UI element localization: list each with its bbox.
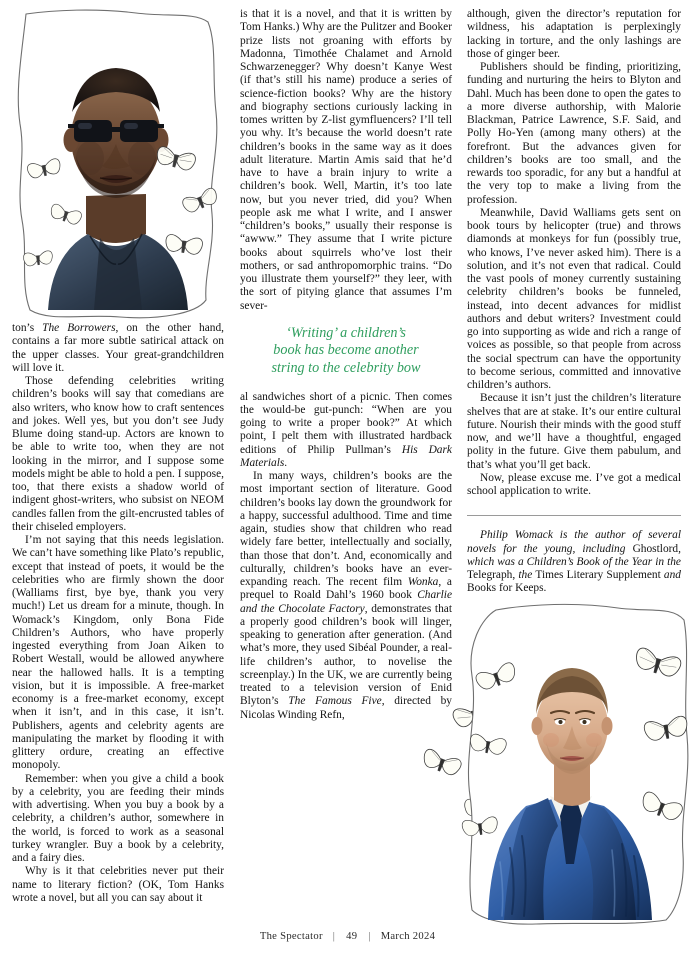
article-paragraph — [12, 375, 224, 534]
bio-italic-text: the — [515, 569, 536, 581]
bio-roman-title: Ghostlord — [632, 542, 679, 555]
body-text: is that it is a novel, and that it is written by Tom Hanks.) Why are the Pulitzer and Booker prize lists not groaning with efforts by Madonna, Timothée Chalamet and Arnold Schwarzenegger? Why doesn’t Kanye West (if that’s still his name) produce a series of science-fiction books? Why are the history and biography sections curiously lacking in tomes written by Z-list gymfluencers? I’ll tell you why. It’s because the world doesn’t rate children’s books in the same way as it does adult literature. Martin Amis said that he’d have to have a brain injury to write a children’s book. Well, Martin, it’s too late now, but you never tried, did you? When people ask me what I write, and I answer “children’s books,” usually their response is “awww.” They assume that I write picture books about squirrels who’ve lost their mothers, or sad anthropomorphic trains. “Do you illustrate them yourself?” they leer, with the sort of pitying glance that assumes I’m sever- — [240, 8, 452, 312]
col1-body — [12, 322, 224, 905]
body-text: , a prequel to Roald Dahl’s 1960 book — [240, 576, 452, 602]
italic-title: His Dark Materials — [240, 443, 452, 469]
article-paragraph — [12, 322, 224, 375]
bio-roman-title: Books for Keeps. — [467, 582, 547, 595]
article-paragraph — [467, 472, 681, 499]
col2-bottom-body — [240, 391, 452, 722]
footer-separator-right: | — [368, 931, 371, 942]
body-text: , on the other hand, contains a far more subtle satirical attack on the upper classes. Your great-grandchildren will love it. — [12, 322, 225, 374]
italic-title: Wonka — [407, 576, 439, 589]
article-paragraph — [12, 534, 224, 773]
article-paragraph — [240, 391, 452, 471]
bio-roman-title: Telegraph, — [467, 569, 516, 581]
body-text: In many ways, children’s books are the most important section of literature. Good children’s books lay down the groundwork for a happy, successful adulthood. Time and time again, studies show that children who read widely fare better, intellectually and socially, than those that don’t. And, economically and culturally, children’s books have an ever-expanding reach. The recent film — [240, 470, 452, 589]
footer-page-number: 49 — [346, 931, 358, 942]
italic-title: The Famous Five — [288, 695, 382, 708]
footer-separator-left: | — [332, 931, 336, 942]
bio-italic-text: , which was a Children’s Book of the Year in the — [467, 542, 681, 568]
article-paragraph — [12, 773, 224, 866]
col3-body — [467, 8, 681, 498]
article-column-2 — [240, 8, 452, 722]
article-column-3 — [467, 8, 681, 596]
body-text: Why is it that celebrities never put their name to literary fiction? (OK, Tom Hanks wrote a novel, but all you can say about it — [12, 865, 224, 904]
article-paragraph — [12, 865, 224, 905]
pull-quote-line-3: string to the celebrity bow — [271, 359, 421, 376]
body-text: Now, please excuse me. I’ve got a medical school application to write. — [467, 471, 681, 497]
article-paragraph — [467, 8, 681, 61]
body-text: Because it isn’t just the children’s literature shelves that are at stake. It’s our entire cultural future. Nourish their minds with the good stuff now, and we’ll have a thoughtful, engaged polity in the future. Give them pabulum, and that’s what you’ll get back. — [467, 392, 681, 471]
pull-quote-line-1: ‘Writing’ a children’s — [286, 324, 406, 341]
body-text: Remember: when you give a child a book by a celebrity, you are feeding their minds with advertising. When you buy a book by a celebrity, a children’s author, somewhere in the world, is forced to work as a seasonal turkey wrangler. Buy a book by a celebrity, and a fairy dies. — [12, 772, 224, 864]
body-text: , directed by Nicolas Winding Refn, — [240, 695, 452, 721]
body-text: I’m not saying that this needs legislation. We can’t have something like Plato’s republic, except that instead of poets, it would be the celebrities who are firmly shown the door (Walliams first, bye bye, thank you very much!) Let us dream for a minute, though. In Womack’s Kingdom, only Bona Fide Children’s Authors, who have properly ingested everything from Joan Aiken to Robert Westall, would be allowed anywhere near the hallowed halls. It is a tempting vision, but it is impossible. A free-market economy is a free-market economy, except when it isn’t, and in this case, it isn’t. Publishers, agents and celebrity agents are manipulating the market by flooding it with glittery ordure, creating an effective monopoly. — [12, 534, 224, 772]
portrait-celebrity-sunglasses-illustration — [8, 8, 226, 330]
article-paragraph — [240, 8, 452, 313]
pull-quote-line-2: book has become another — [273, 342, 419, 359]
article-column-1 — [12, 322, 224, 905]
body-text: Publishers should be finding, prioritizing, funding and nurturing the heirs to Blyton and Dahl. Much has been done to open the gates to a more diverse authorship, with Malorie Blackman, Patrice Lawrence, S.F. Said, and Polly Ho-Yen (among many others) at the forefront. But the advances given for children’s books are too small, and the rewards too sporadic, for any but a handful at the very top to make a living from the profession. — [467, 61, 681, 206]
body-text: . — [284, 456, 288, 469]
byline-divider — [467, 515, 681, 516]
author-bio — [467, 529, 681, 595]
footer-publication-title: The Spectator — [259, 931, 323, 942]
bio-italic-text: and — [660, 569, 681, 581]
body-text: al sandwiches short of a picnic. Then comes the would-be gut-punch: “When are you going to write a proper book?” At which point, I pelt them with illustrated hardback editions of Philip Pullman’s — [240, 390, 452, 456]
footer-issue-date: March 2024 — [380, 931, 436, 942]
pull-quote — [240, 325, 452, 378]
article-paragraph — [467, 61, 681, 207]
body-text: although, given the director’s reputation for wildness, his adaptation is perplexingly lacking in torture, and the only lashings are those of ginger beer. — [467, 8, 681, 60]
article-paragraph — [240, 470, 452, 722]
article-paragraph — [467, 392, 681, 472]
col2-top-body — [240, 8, 452, 313]
body-text: , demonstrates that a properly good children’s book will linger, speaking to generation after generation. (And what’s more, they used Sibéal Pounder, a real-life children’s author, to novelise the screenplay.) In the UK, we are currently being treated to a television version of Enid Blyton’s — [240, 602, 452, 708]
body-text: ton’s — [12, 322, 43, 334]
body-text: Meanwhile, David Walliams gets sent on book tours by helicopter (true) and throws diamonds at monkeys for fun (possibly true, who knows, I’ve never asked him). There is a solution, and it’s not even that radical. Could the vast pools of money currently sustaining celebrity children’s books be funneled, instead, into decent advances for midlist authors and debut writers? Investment could go into supporting as wide and rich a range of voices as possible, so that people from across the social spectrum can have the opportunity to become serious, committed and innovative children’s authors. — [467, 206, 681, 391]
portrait-man-blue-suit-illustration — [452, 600, 695, 930]
article-paragraph — [467, 207, 681, 393]
italic-title: Charlie and the Chocolate Factory — [240, 589, 452, 615]
italic-title: The Borrowers — [42, 322, 116, 334]
page-footer — [0, 931, 695, 942]
body-text: Those defending celebrities writing children’s books will say that comedians are also writers, who know how to craft sentences and jokes. Well yes, but you don’t see Judy Blume doing stand-up. Actors are known to be able to write too, when they are not looking in the mirror, and I suppose some models might be able to hold a pen. I suppose, too, that there exists a shadow world of indigent ghost-writers, who subsist on NEOM candles fallen from the gilt-encrusted tables of their chiseled employers. — [12, 375, 224, 533]
bio-italic-text: Philip Womack is the author of several novels for the young, including — [467, 529, 681, 555]
bio-roman-title: Times Literary Supplement — [535, 569, 661, 581]
